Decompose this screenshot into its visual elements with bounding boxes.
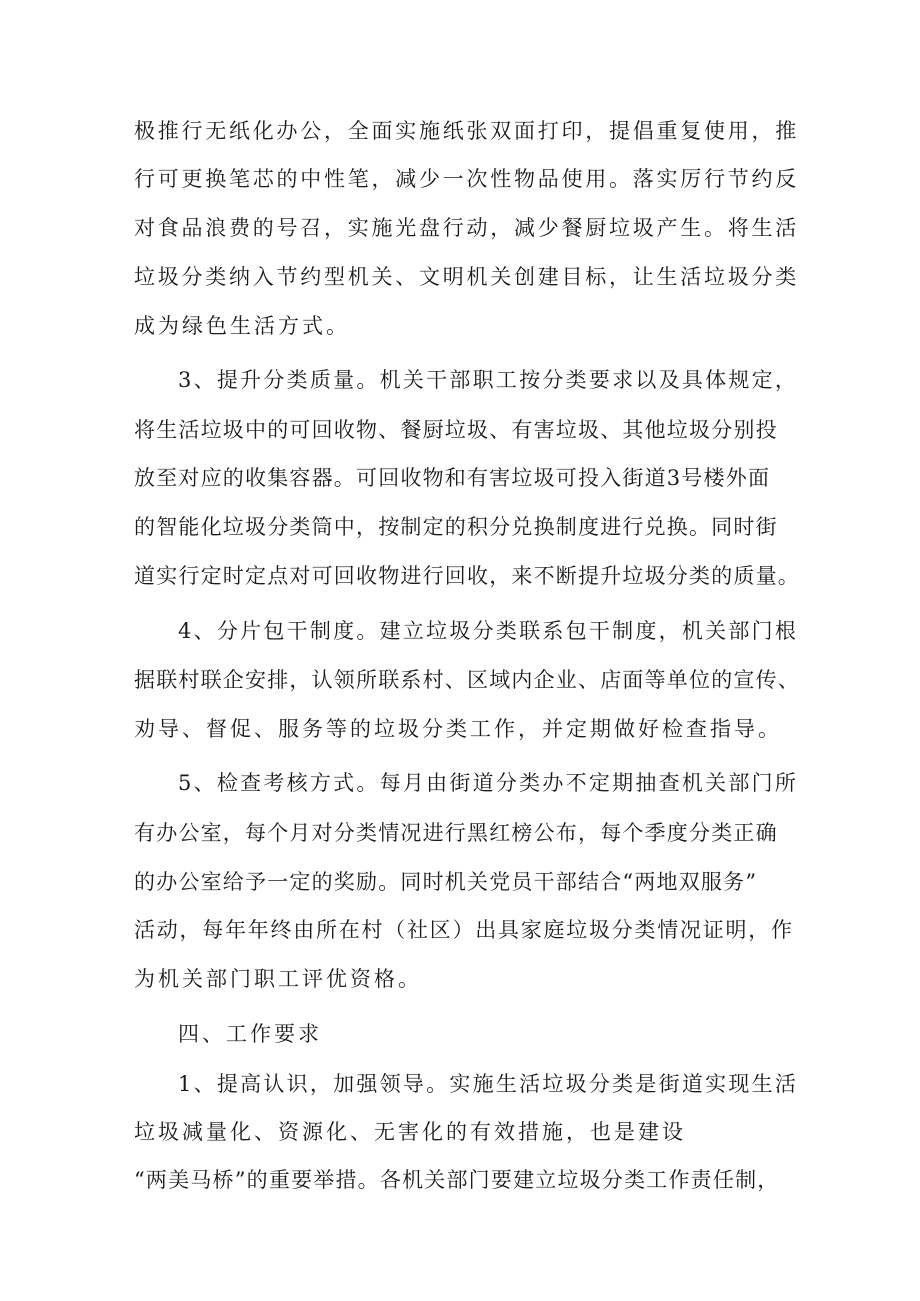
text-line: 道实行定时定点对可回收物进行回收，来不断提升垃圾分类的质量。 bbox=[134, 564, 800, 588]
text-line: 活动，每年年终由所在村（社区）出具家庭垃圾分类情况证明，作 bbox=[134, 918, 794, 942]
text-line: 放至对应的收集容器。可回收物和有害垃圾可投入街道3号楼外面 bbox=[134, 466, 771, 490]
text-line: 垃圾减量化、资源化、无害化的有效措施，也是建设 bbox=[134, 1120, 686, 1144]
text-line: 对食品浪费的号召，实施光盘行动，减少餐厨垃圾产生。将生活 bbox=[134, 216, 799, 240]
text-line: 行可更换笔芯的中性笔，减少一次性物品使用。落实厉行节约反 bbox=[134, 167, 799, 191]
text-line: 劝导、督促、服务等的垃圾分类工作，并定期做好检查指导。 bbox=[134, 717, 782, 741]
text-line: 5、检查考核方式。每月由街道分类办不定期抽查机关部门所 bbox=[178, 771, 799, 795]
section-heading: 四、工作要求 bbox=[178, 1022, 322, 1046]
text-line: “两美马桥”的重要举措。各机关部门要建立垃圾分类工作责任制， bbox=[134, 1168, 780, 1192]
text-line: 成为绿色生活方式。 bbox=[134, 314, 350, 338]
text-line: 的办公室给予一定的奖励。同时机关党员干部结合“两地双服务” bbox=[134, 870, 758, 894]
text-line: 据联村联企安排，认领所联系村、区域内企业、店面等单位的宣传、 bbox=[134, 668, 800, 692]
text-line: 垃圾分类纳入节约型机关、文明机关创建目标，让生活垃圾分类 bbox=[134, 265, 799, 289]
text-line: 3、提升分类质量。机关干部职工按分类要求以及具体规定， bbox=[178, 368, 799, 392]
text-line: 为机关部门职工评优资格。 bbox=[134, 967, 422, 991]
text-line: 的智能化垃圾分类筒中，按制定的积分兑换制度进行兑换。同时街 bbox=[134, 515, 778, 539]
text-line: 有办公室，每个月对分类情况进行黑红榜公布，每个季度分类正确 bbox=[134, 821, 778, 845]
text-line: 将生活垃圾中的可回收物、餐厨垃圾、有害垃圾、其他垃圾分别投 bbox=[134, 418, 778, 442]
text-line: 4、分片包干制度。建立垃圾分类联系包干制度，机关部门根 bbox=[178, 619, 799, 643]
text-line: 极推行无纸化办公，全面实施纸张双面打印，提倡重复使用，推 bbox=[134, 119, 799, 143]
text-line: 1、提高认识，加强领导。实施生活垃圾分类是街道实现生活 bbox=[178, 1072, 799, 1096]
